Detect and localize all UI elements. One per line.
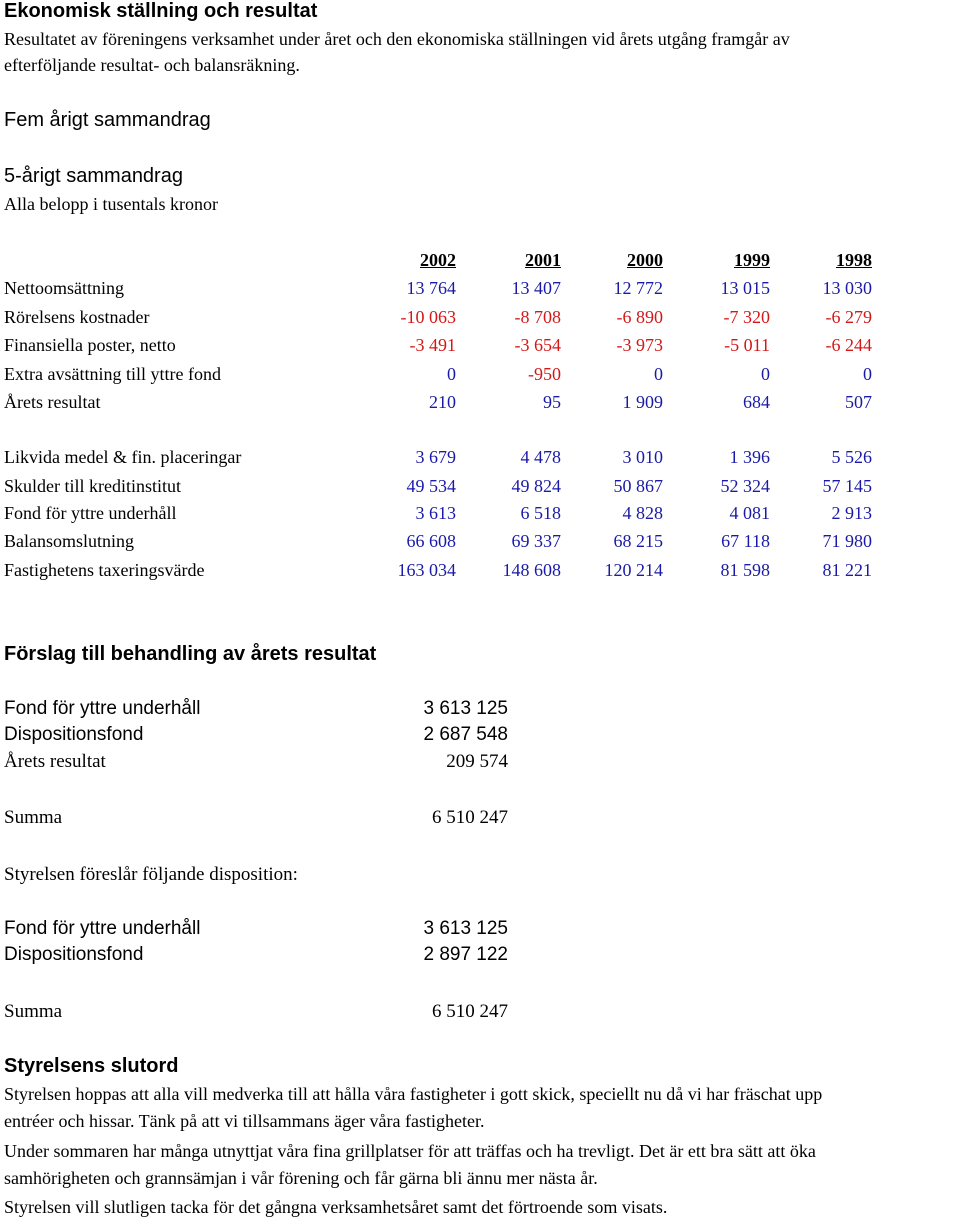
table-cell: 3 613 — [415, 503, 456, 523]
table-cell: 49 824 — [511, 476, 561, 496]
forslag-item-amount: 3 613 125 — [423, 698, 508, 719]
table-cell: 2 913 — [831, 503, 872, 523]
table-cell: 3 679 — [415, 447, 456, 467]
table-cell: 52 324 — [720, 476, 770, 496]
table-cell: 13 015 — [720, 278, 770, 298]
table-cell: -3 973 — [616, 335, 663, 355]
year-header: 2002 — [420, 250, 456, 270]
row-label: Likvida medel & fin. placeringar — [4, 447, 242, 467]
disposition-item-amount: 2 897 122 — [423, 944, 508, 965]
section-title-slutord: Styrelsens slutord — [4, 1055, 179, 1077]
table-cell: 0 — [447, 364, 456, 384]
disposition-item-amount: 3 613 125 — [423, 918, 508, 939]
table-cell: 5 526 — [831, 447, 872, 467]
section-title-forslag: Förslag till behandling av årets resultat — [4, 643, 377, 665]
table-cell: 148 608 — [502, 560, 561, 580]
table-cell: 71 980 — [822, 531, 872, 551]
table-cell: -6 244 — [825, 335, 872, 355]
table-cell: -5 011 — [724, 335, 770, 355]
table-cell: -8 708 — [514, 307, 561, 327]
forslag-item-amount: 2 687 548 — [423, 724, 508, 745]
row-label: Fastighetens taxeringsvärde — [4, 560, 205, 580]
table-cell: 68 215 — [613, 531, 663, 551]
slutord-p2-line1: Under sommaren har många utnyttjat våra fina grillplatser för att träffas och ha trevligt. Det är ett bra sätt att öka — [4, 1141, 816, 1161]
disposition-item-label: Dispositionsfond — [4, 944, 144, 965]
slutord-p2-line2: samhörigheten och grannsämjan i vår förening och får gärna bli ännu mer nästa år. — [4, 1168, 598, 1188]
summary-subtitle: 5-årigt sammandrag — [4, 165, 183, 187]
table-cell: 50 867 — [613, 476, 663, 496]
summa-amount: 6 510 247 — [432, 807, 508, 828]
row-label: Fond för yttre underhåll — [4, 503, 177, 523]
slutord-p1-line2: entréer och hissar. Tänk på att vi tillsammans äger våra fastigheter. — [4, 1111, 485, 1131]
disposition-item-label: Fond för yttre underhåll — [4, 918, 201, 939]
table-cell: 120 214 — [604, 560, 663, 580]
year-header: 1998 — [836, 250, 872, 270]
row-label: Extra avsättning till yttre fond — [4, 364, 221, 384]
summa2-label: Summa — [4, 1001, 63, 1022]
table-cell: 1 396 — [729, 447, 770, 467]
forslag-item-label: Årets resultat — [4, 751, 106, 772]
table-cell: -6 279 — [825, 307, 872, 327]
table-cell: 81 598 — [720, 560, 770, 580]
table-cell: 13 407 — [511, 278, 561, 298]
summa-label: Summa — [4, 807, 63, 828]
forslag-item-amount: 209 574 — [446, 751, 508, 772]
table-cell: 1 909 — [622, 392, 663, 412]
table-cell: 163 034 — [397, 560, 456, 580]
table-cell: 6 518 — [520, 503, 561, 523]
table-cell: 0 — [761, 364, 770, 384]
table-cell: 210 — [429, 392, 456, 412]
table-cell: 67 118 — [721, 531, 770, 551]
section-title-ekonomisk: Ekonomisk ställning och resultat — [4, 0, 318, 22]
slutord-p1-line1: Styrelsen hoppas att alla vill medverka till att hålla våra fastigheter i gott skick, speciellt nu då vi har fräschat upp — [4, 1084, 823, 1104]
table-cell: 0 — [654, 364, 663, 384]
summa2-amount: 6 510 247 — [432, 1001, 508, 1022]
row-label: Nettoomsättning — [4, 278, 124, 298]
forslag-item-label: Dispositionsfond — [4, 724, 144, 745]
table-cell: 684 — [743, 392, 770, 412]
ekonomisk-text-line2: efterföljande resultat- och balansräkning. — [4, 55, 300, 75]
table-cell: 3 010 — [622, 447, 663, 467]
table-cell: -3 491 — [409, 335, 456, 355]
table-cell: 4 828 — [622, 503, 663, 523]
row-label: Årets resultat — [4, 392, 101, 412]
table-cell: 12 772 — [613, 278, 663, 298]
table-cell: 4 081 — [729, 503, 770, 523]
year-header: 2001 — [525, 250, 561, 270]
table-cell: -7 320 — [723, 307, 770, 327]
table-cell: 81 221 — [822, 560, 872, 580]
table-cell: 49 534 — [406, 476, 456, 496]
table-cell: 95 — [543, 392, 561, 412]
row-label: Rörelsens kostnader — [4, 307, 150, 327]
table-cell: 13 764 — [406, 278, 456, 298]
row-label: Balansomslutning — [4, 531, 134, 551]
table-cell: 69 337 — [511, 531, 561, 551]
row-label: Finansiella poster, netto — [4, 335, 176, 355]
ekonomisk-text-line1: Resultatet av föreningens verksamhet under året och den ekonomiska ställningen vid årets utgång framgår av — [4, 29, 790, 49]
year-header: 2000 — [627, 250, 663, 270]
slutord-p3: Styrelsen vill slutligen tacka för det gångna verksamhetsåret samt det förtroende som visats. — [4, 1197, 668, 1217]
styrelsen-foreslar-label: Styrelsen föreslår följande disposition: — [4, 864, 298, 885]
year-header: 1999 — [734, 250, 770, 270]
row-label: Skulder till kreditinstitut — [4, 476, 181, 496]
table-cell: 13 030 — [822, 278, 872, 298]
table-cell: 507 — [845, 392, 872, 412]
table-cell: 0 — [863, 364, 872, 384]
forslag-item-label: Fond för yttre underhåll — [4, 698, 201, 719]
table-cell: 66 608 — [406, 531, 456, 551]
table-cell: -3 654 — [514, 335, 561, 355]
table-cell: 4 478 — [520, 447, 561, 467]
table-cell: 57 145 — [822, 476, 872, 496]
summary-unit-note: Alla belopp i tusentals kronor — [4, 194, 218, 214]
table-cell: -950 — [528, 364, 561, 384]
table-cell: -6 890 — [616, 307, 663, 327]
table-cell: -10 063 — [400, 307, 456, 327]
section-title-fem-arigt: Fem årigt sammandrag — [4, 109, 211, 131]
